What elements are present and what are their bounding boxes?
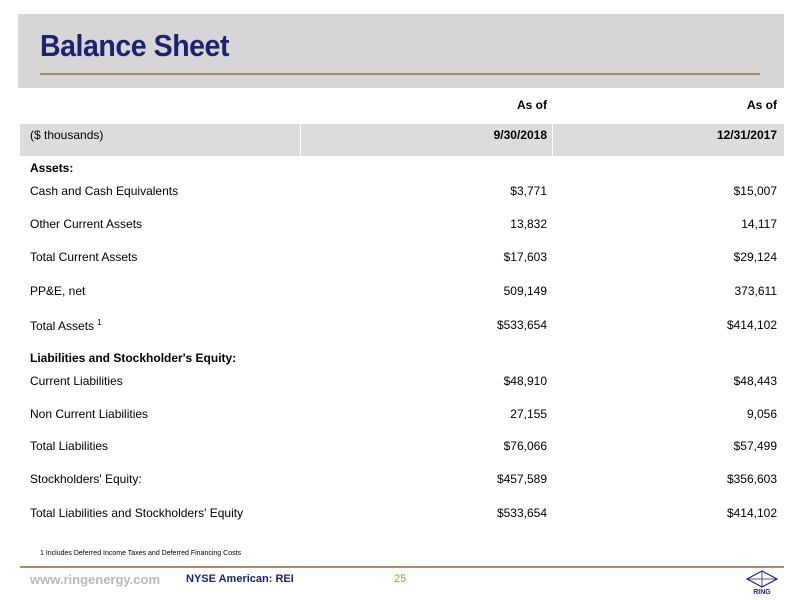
row-value-col1: 509,149 — [503, 284, 547, 298]
row-value-col2: $414,102 — [726, 318, 777, 332]
row-label: PP&E, net — [30, 284, 86, 298]
row-value-col2: $414,102 — [726, 506, 777, 520]
row-value-col1: 13,832 — [510, 217, 547, 231]
page-title: Balance Sheet — [40, 28, 230, 63]
logo-text: RING — [753, 589, 771, 596]
row-value-col1: $17,603 — [503, 250, 547, 264]
column-header-row — [20, 124, 784, 156]
col2-date: 12/31/2017 — [716, 128, 777, 142]
row-label: Other Current Assets — [30, 217, 143, 231]
ring-energy-logo-icon — [744, 570, 780, 596]
row-label-wrap — [30, 318, 101, 333]
column-divider — [552, 124, 553, 156]
row-label: Stockholders' Equity: — [30, 472, 142, 486]
title-rule — [40, 73, 760, 75]
row-value-col2: $48,443 — [733, 374, 777, 388]
units-label: ($ thousands) — [30, 128, 104, 142]
footer-rule — [20, 566, 784, 568]
footer-ticker: NYSE American: REI — [186, 573, 294, 585]
row-value-col2: $29,124 — [733, 250, 777, 264]
row-value-col1: $76,066 — [503, 439, 547, 453]
row-label: Non Current Liabilities — [30, 407, 149, 421]
row-label: Current Liabilities — [30, 374, 123, 388]
footer-website-link[interactable]: www.ringenergy.com — [30, 572, 161, 587]
page-number: 25 — [394, 573, 407, 585]
col1-header-as-of: As of — [517, 98, 547, 112]
row-value-col2: $15,007 — [733, 184, 777, 198]
col1-date: 9/30/2018 — [493, 128, 547, 142]
footnote-marker: 1 — [97, 318, 102, 327]
row-value-col1: $533,654 — [496, 506, 547, 520]
row-value-col1: 27,155 — [510, 407, 547, 421]
row-label: Total Assets — [30, 319, 95, 333]
row-label: Total Current Assets — [30, 250, 138, 264]
column-divider — [300, 124, 301, 156]
row-value-col2: 373,611 — [734, 284, 777, 298]
row-label: Total Liabilities and Stockholders' Equity — [30, 506, 244, 520]
footnote: 1 Includes Deferred Income Taxes and Deferred Financing Costs — [40, 550, 242, 557]
row-value-col2: 9,056 — [746, 407, 777, 421]
row-value-col1: $533,654 — [496, 318, 547, 332]
col2-header-as-of: As of — [747, 98, 777, 112]
row-value-col2: $356,603 — [726, 472, 777, 486]
row-value-col1: $3,771 — [510, 184, 547, 198]
row-value-col2: $57,499 — [733, 439, 777, 453]
row-value-col1: $457,589 — [496, 472, 547, 486]
liabilities-section-header: Liabilities and Stockholder's Equity: — [30, 351, 237, 365]
row-label: Total Liabilities — [30, 439, 109, 453]
row-label: Cash and Cash Equivalents — [30, 184, 179, 198]
row-value-col2: 14,117 — [741, 217, 777, 231]
row-value-col1: $48,910 — [503, 374, 547, 388]
assets-section-header: Assets: — [30, 161, 74, 175]
